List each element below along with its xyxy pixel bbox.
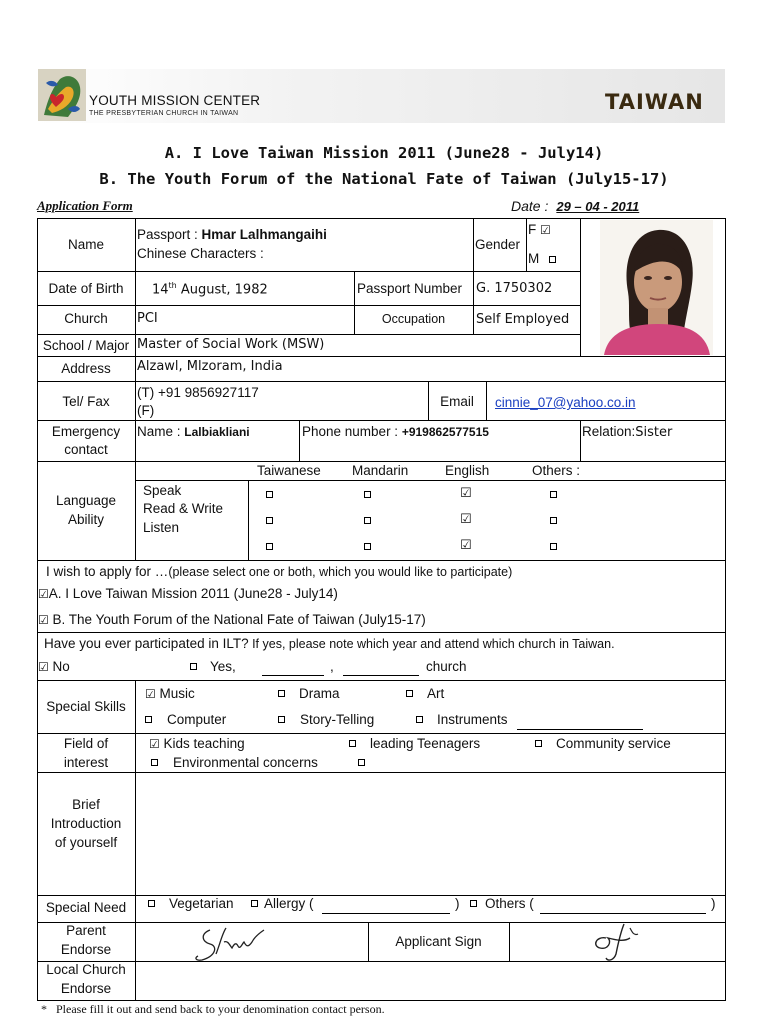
- ilt-comma: ,: [330, 659, 334, 674]
- interest-leading-teenagers[interactable]: leading Teenagers: [370, 736, 481, 751]
- checkbox-empty-icon[interactable]: [278, 716, 285, 723]
- gender-m-option[interactable]: M: [528, 251, 540, 266]
- skill-music[interactable]: ☑ Music: [145, 686, 195, 701]
- address-label: Address: [61, 361, 111, 376]
- gender-f-option[interactable]: F ☑: [528, 222, 551, 237]
- brief-intro-label-3: of yourself: [54, 835, 118, 850]
- allergy-close: ): [455, 896, 460, 911]
- checkbox-empty-icon[interactable]: [251, 900, 258, 907]
- ilt-yes-option[interactable]: Yes,: [210, 659, 236, 674]
- passport-name-field[interactable]: Passport : Hmar Lalhmangaihi: [137, 227, 327, 242]
- skill-instruments[interactable]: Instruments: [437, 712, 508, 727]
- ilt-church-label: church: [426, 659, 467, 674]
- passport-name-value: Hmar Lalhmangaihi: [201, 227, 327, 242]
- ilt-year-line[interactable]: [262, 675, 324, 676]
- occupation-label: Occupation: [381, 312, 446, 326]
- field-of-interest-label-2: interest: [63, 755, 109, 770]
- checkbox-empty-icon[interactable]: [151, 759, 158, 766]
- local-church-endorse-label-2: Endorse: [60, 981, 112, 996]
- need-allergy[interactable]: Allergy (: [264, 896, 314, 911]
- need-others[interactable]: Others (: [485, 896, 534, 911]
- checkbox-empty-icon[interactable]: [349, 740, 356, 747]
- skill-story-telling[interactable]: Story-Telling: [300, 712, 375, 727]
- applicant-signature[interactable]: [586, 920, 646, 964]
- field-of-interest-label: Field of: [63, 736, 109, 751]
- checkbox-empty-icon[interactable]: [550, 543, 557, 550]
- checkbox-checked-icon[interactable]: ☑: [460, 486, 472, 501]
- applicant-sign-label: Applicant Sign: [395, 934, 482, 949]
- instruments-line[interactable]: [517, 729, 643, 730]
- checkbox-empty-icon[interactable]: [406, 690, 413, 697]
- interest-environmental[interactable]: Environmental concerns: [173, 755, 318, 770]
- school-label: School / Major: [42, 338, 130, 353]
- school-value[interactable]: Master of Social Work (MSW): [137, 337, 325, 352]
- language-label: Language: [55, 493, 117, 508]
- fax-value[interactable]: (F): [137, 403, 155, 418]
- checkbox-empty-icon[interactable]: [148, 900, 155, 907]
- checkbox-empty-icon[interactable]: [550, 491, 557, 498]
- need-vegetarian[interactable]: Vegetarian: [169, 896, 234, 911]
- brief-intro-label-2: Introduction: [50, 816, 122, 831]
- date-value[interactable]: 29 – 04 - 2011: [556, 199, 640, 214]
- checkbox-empty-icon[interactable]: [364, 491, 371, 498]
- lang-col-mandarin: Mandarin: [352, 463, 409, 478]
- checkbox-empty-icon[interactable]: [266, 517, 273, 524]
- special-skills-label: Special Skills: [46, 699, 126, 714]
- chinese-characters-field[interactable]: Chinese Characters :: [137, 246, 264, 261]
- emergency-label: Emergency: [51, 424, 121, 439]
- footer-note: * Please fill it out and send back to your denomination contact person.: [41, 1002, 385, 1016]
- checkbox-empty-icon[interactable]: [278, 690, 285, 697]
- name-label: Name: [67, 237, 104, 252]
- date-field: Date : 29 – 04 - 2011: [511, 198, 640, 214]
- parent-endorse-label-2: Endorse: [60, 942, 112, 957]
- apply-heading: I wish to apply for …(please select one or both, which you would like to participate): [46, 564, 513, 579]
- lang-col-english: English: [445, 463, 490, 478]
- emergency-phone-field[interactable]: Phone number : +919862577515: [302, 424, 489, 439]
- skill-art[interactable]: Art: [427, 686, 445, 701]
- checkbox-empty-icon[interactable]: [535, 740, 542, 747]
- language-label-2: Ability: [67, 512, 104, 527]
- emergency-relation-value: Sister: [635, 425, 673, 440]
- applicant-photo: [600, 220, 713, 355]
- interest-kids-teaching[interactable]: ☑ Kids teaching: [149, 736, 245, 751]
- ilt-question: Have you ever participated in ILT? If yes, please note which year and attend which church in Taiwan.: [44, 636, 615, 651]
- email-link[interactable]: cinnie_07@yahoo.co.in: [495, 395, 636, 410]
- lang-row-read-write: Read & Write: [143, 501, 224, 516]
- interest-community-service[interactable]: Community service: [556, 736, 671, 751]
- lang-col-taiwanese: Taiwanese: [257, 463, 321, 478]
- passport-number-label: Passport Number: [357, 281, 463, 296]
- checkbox-empty-icon[interactable]: [190, 663, 197, 670]
- gender-label: Gender: [475, 237, 521, 252]
- checkbox-checked-icon: ☑: [540, 223, 551, 237]
- lang-row-speak: Speak: [143, 483, 182, 498]
- dob-label: Date of Birth: [48, 281, 124, 296]
- tel-value[interactable]: (T) +91 9856927117: [137, 385, 259, 400]
- application-form-label: Application Form: [37, 198, 133, 213]
- lang-row-listen: Listen: [143, 520, 180, 535]
- others-line[interactable]: [540, 913, 706, 914]
- ilt-church-line[interactable]: [343, 675, 419, 676]
- ilt-no-option[interactable]: ☑ No: [38, 659, 70, 674]
- church-label: Church: [64, 311, 108, 326]
- skill-drama[interactable]: Drama: [299, 686, 340, 701]
- org-subtitle: THE PRESBYTERIAN CHURCH IN TAIWAN: [89, 110, 239, 117]
- checkbox-empty-icon[interactable]: [266, 543, 273, 550]
- checkbox-checked-icon: ☑: [38, 587, 49, 601]
- apply-option-a[interactable]: ☑A. I Love Taiwan Mission 2011 (June28 - July14): [38, 586, 338, 601]
- others-close: ): [711, 896, 716, 911]
- checkbox-empty-icon[interactable]: [358, 759, 365, 766]
- checkbox-checked-icon: ☑: [38, 613, 49, 627]
- occupation-value[interactable]: Self Employed: [476, 312, 570, 327]
- tel-fax-label: Tel/ Fax: [62, 394, 110, 409]
- checkbox-checked-icon[interactable]: ☑: [460, 538, 472, 553]
- brief-intro-textarea[interactable]: [136, 773, 725, 894]
- emergency-relation-field[interactable]: Relation:Sister: [582, 424, 673, 440]
- checkbox-checked-icon: ☑: [149, 737, 160, 751]
- allergy-line[interactable]: [322, 913, 450, 914]
- title-b: B. The Youth Forum of the National Fate of Taiwan (July15-17): [99, 170, 669, 188]
- checkbox-empty-icon[interactable]: [416, 716, 423, 723]
- passport-number-value[interactable]: G. 1750302: [476, 281, 553, 296]
- parent-endorse-label: Parent: [66, 923, 106, 938]
- title-a: A. I Love Taiwan Mission 2011 (June28 - July14): [164, 144, 604, 162]
- emergency-name-value: Lalbiakliani: [184, 425, 250, 439]
- address-value[interactable]: Alzawl, Mlzoram, India: [137, 359, 283, 374]
- taiwan-brand-logo: TAIWAN: [605, 90, 704, 114]
- org-name: YOUTH MISSION CENTER: [89, 93, 261, 108]
- checkbox-checked-icon[interactable]: ☑: [460, 512, 472, 527]
- emergency-name-field[interactable]: Name : Lalbiakliani: [137, 424, 250, 439]
- checkbox-empty-icon[interactable]: [364, 517, 371, 524]
- emergency-phone-value: +919862577515: [401, 425, 489, 439]
- checkbox-empty-icon[interactable]: [266, 491, 273, 498]
- lang-col-others: Others :: [532, 463, 581, 478]
- parent-signature[interactable]: [190, 924, 270, 964]
- local-church-signature-area[interactable]: [136, 962, 725, 1000]
- apply-option-b[interactable]: ☑ B. The Youth Forum of the National Fate of Taiwan (July15-17): [38, 612, 426, 627]
- email-label: Email: [440, 394, 474, 409]
- church-value[interactable]: PCI: [137, 311, 158, 326]
- checkbox-empty-icon[interactable]: [364, 543, 371, 550]
- ymc-logo-icon: [38, 69, 86, 121]
- email-value[interactable]: [495, 395, 636, 411]
- checkbox-checked-icon: ☑: [145, 687, 156, 701]
- checkbox-empty-icon[interactable]: [549, 256, 556, 263]
- brief-intro-label: Brief: [72, 797, 100, 812]
- checkbox-checked-icon: ☑: [38, 660, 49, 674]
- checkbox-empty-icon[interactable]: [145, 716, 152, 723]
- emergency-label-2: contact: [64, 442, 108, 457]
- checkbox-empty-icon[interactable]: [470, 900, 477, 907]
- local-church-endorse-label: Local Church: [46, 962, 126, 977]
- checkbox-empty-icon[interactable]: [550, 517, 557, 524]
- special-need-label: Special Need: [45, 900, 127, 915]
- dob-value[interactable]: 14th August, 1982: [152, 281, 268, 298]
- skill-computer[interactable]: Computer: [167, 712, 227, 727]
